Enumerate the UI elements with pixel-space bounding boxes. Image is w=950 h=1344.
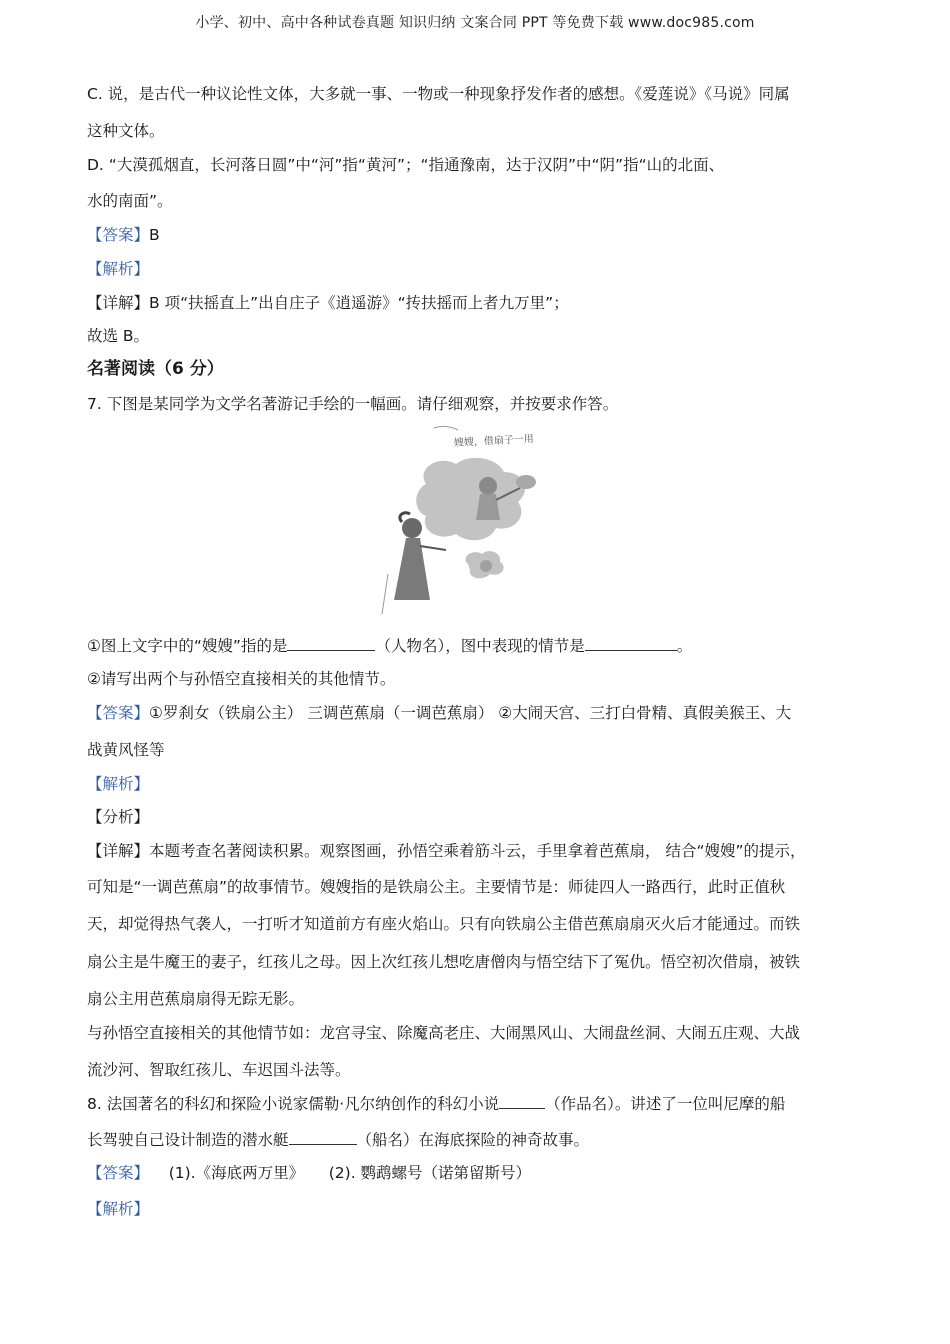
sketch-line bbox=[382, 574, 388, 614]
q7-fenxi-tag: 【分析】 bbox=[87, 808, 150, 826]
blank-plot bbox=[585, 636, 677, 651]
figure-caption: 嫂嫂，借扇子一用 bbox=[453, 433, 535, 449]
princess-head bbox=[402, 518, 422, 538]
q8-stem-part-a: 8. 法国著名的科幻和探险小说家儒勒·凡尔纳创作的科幻小说 bbox=[87, 1095, 500, 1113]
wukong-head bbox=[479, 477, 497, 495]
q6-answer bbox=[87, 225, 160, 245]
q7-other-line1: 与孙悟空直接相关的其他情节如：龙宫寻宝、除魔高老庄、大闹黑风山、大闹盘丝洞、大闹五庄观、大战 bbox=[87, 1024, 801, 1042]
q8-answer bbox=[87, 1163, 531, 1183]
q7-detail-line1 bbox=[87, 841, 806, 861]
answer-tag: 【答案】 bbox=[87, 704, 150, 722]
cloud-shape bbox=[416, 458, 525, 540]
q7-other-line2: 流沙河、智取红孩儿、车迟国斗法等。 bbox=[87, 1061, 351, 1079]
q7-detail-line3: 天，却觉得热气袭人，一打听才知道前方有座火焰山。只有向铁扇公主借芭蕉扇扇灭火后才能通过。而铁 bbox=[87, 915, 801, 933]
illustration bbox=[376, 424, 576, 620]
q6-detail bbox=[87, 293, 569, 313]
detail-text: 本题考查名著阅读积累。观察图画，孙悟空乘着筋斗云，手里拿着芭蕉扇， 结合“嫂嫂”的提示， bbox=[149, 842, 806, 860]
q6-option-c-line2: 这种文体。 bbox=[87, 122, 165, 140]
detail-tag: 【详解】 bbox=[87, 842, 150, 860]
q8-stem-line2 bbox=[87, 1130, 589, 1150]
q7-sub2: ②请写出两个与孙悟空直接相关的其他情节。 bbox=[87, 670, 396, 688]
detail-text: B 项“扶摇直上”出自庄子《逍遥游》“抟扶摇而上者九万里”； bbox=[149, 294, 569, 312]
q7-sub1-part-c: 。 bbox=[676, 637, 693, 655]
blank-ship-name bbox=[289, 1130, 357, 1145]
wukong-body bbox=[476, 494, 500, 520]
q7-sub1-part-b: （人物名），图中表现的情节是 bbox=[375, 637, 585, 655]
drawing-svg bbox=[376, 424, 576, 620]
answer-value: B bbox=[149, 226, 160, 244]
answer-tag: 【答案】 bbox=[87, 1164, 150, 1182]
cloud-swirl bbox=[480, 560, 492, 572]
q7-stem: 7. 下图是某同学为文学名著游记手绘的一幅画。请仔细观察，并按要求作答。 bbox=[87, 395, 619, 413]
blank-person bbox=[287, 636, 375, 651]
q6-option-c-line1: C. 说，是古代一种议论性文体，大多就一事、一物或一种现象抒发作者的感想。《爱莲说》《马说》同属 bbox=[87, 85, 790, 103]
blank-work-name bbox=[499, 1094, 545, 1109]
section-title: 名著阅读（6 分） bbox=[87, 359, 224, 379]
q6-option-d-line2: 水的南面”。 bbox=[87, 192, 173, 210]
q8-stem-part-b: （作品名）。讲述了一位叫尼摩的船 bbox=[545, 1095, 786, 1113]
sketch-line bbox=[434, 426, 458, 430]
q7-answer-line1 bbox=[87, 703, 791, 723]
answer-text: (1).《海底两万里》 (2). 鹦鹉螺号（诺第留斯号） bbox=[149, 1164, 532, 1182]
q7-detail-line4: 扇公主是牛魔王的妻子，红孩儿之母。因上次红孩儿想吃唐僧肉与悟空结下了冤仇。悟空初次借扇，被铁 bbox=[87, 953, 801, 971]
q8-stem-part-c: 长驾驶自己设计制造的潜水艇 bbox=[87, 1131, 289, 1149]
q6-option-d-line1: D. “大漠孤烟直，长河落日圆”中“河”指“黄河”；“指通豫南，达于汉阴”中“阴”指“山的北面、 bbox=[87, 156, 725, 174]
page-header: 小学、初中、高中各种试卷真题 知识归纳 文案合同 PPT 等免费下载 www.doc985.com bbox=[195, 15, 755, 31]
q7-detail-line5: 扇公主用芭蕉扇扇得无踪无影。 bbox=[87, 990, 305, 1008]
q8-analysis-tag: 【解析】 bbox=[87, 1200, 150, 1218]
q7-analysis-tag: 【解析】 bbox=[87, 775, 150, 793]
q6-analysis-tag: 【解析】 bbox=[87, 260, 150, 278]
q8-stem-line1 bbox=[87, 1094, 785, 1114]
q7-sub1 bbox=[87, 636, 692, 656]
princess-arm bbox=[420, 546, 446, 550]
q7-answer-line2: 战黄风怪等 bbox=[87, 741, 165, 759]
q7-sub1-part-a: ①图上文字中的“嫂嫂”指的是 bbox=[87, 637, 288, 655]
palm-fan-icon bbox=[516, 475, 536, 489]
answer-text: ①罗刹女（铁扇公主） 三调芭蕉扇（一调芭蕉扇） ②大闹天宫、三打白骨精、真假美猴王、大 bbox=[149, 704, 792, 722]
answer-tag: 【答案】 bbox=[87, 226, 150, 244]
q8-stem-part-d: （船名）在海底探险的神奇故事。 bbox=[356, 1131, 590, 1149]
q7-detail-line2: 可知是“一调芭蕉扇”的故事情节。嫂嫂指的是铁扇公主。主要情节是：师徒四人一路西行，此时正值秋 bbox=[87, 878, 786, 896]
detail-tag: 【详解】 bbox=[87, 294, 150, 312]
q6-conclusion: 故选 B。 bbox=[87, 327, 150, 345]
